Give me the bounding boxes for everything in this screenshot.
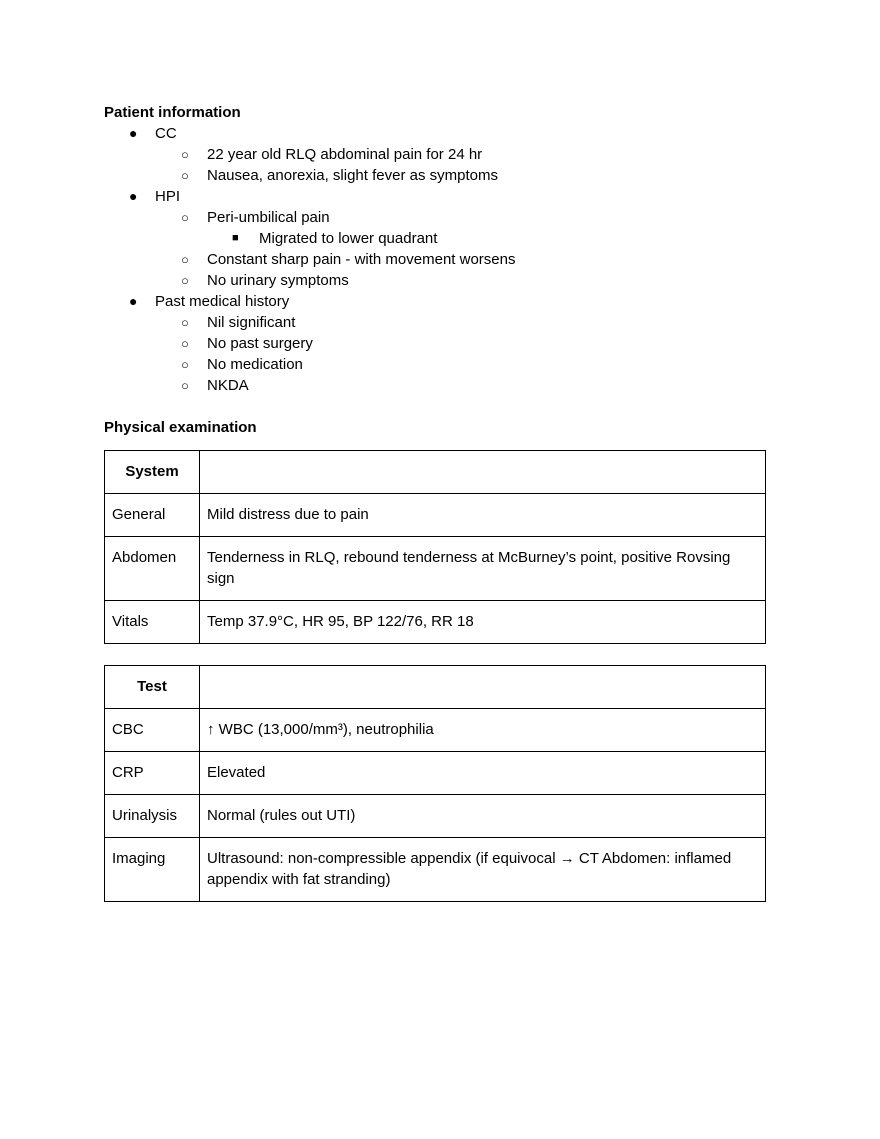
test-name-cell: CRP	[105, 752, 200, 795]
bullet-circle-icon: ○	[181, 315, 189, 330]
list-item	[104, 270, 766, 291]
test-name-cell: CBC	[105, 709, 200, 752]
patient-information-heading: Patient information	[104, 104, 241, 121]
bullet-disc-icon: ●	[129, 188, 138, 204]
list-item	[104, 228, 766, 249]
table-row	[105, 494, 766, 537]
list-item-hpi	[104, 186, 766, 207]
bullet-circle-icon: ○	[181, 357, 189, 372]
list-item-text: Peri-umbilical pain	[207, 209, 330, 226]
bullet-circle-icon: ○	[181, 210, 189, 225]
finding-cell: Temp 37.9°C, HR 95, BP 122/76, RR 18	[200, 601, 766, 644]
bullet-circle-icon: ○	[181, 252, 189, 267]
test-name-cell: Imaging	[105, 838, 200, 902]
table-row	[105, 752, 766, 795]
list-item-text: Migrated to lower quadrant	[259, 230, 438, 247]
column-header-system: System	[105, 451, 200, 494]
system-cell: Abdomen	[105, 537, 200, 601]
list-item-text: 22 year old RLQ abdominal pain for 24 hr	[207, 146, 483, 163]
test-result-cell: Ultrasound: non-compressible appendix (if equivocal → CT Abdomen: inflamed appendix with fat stranding)	[200, 838, 766, 902]
patient-information-list	[104, 123, 766, 396]
document-page	[104, 102, 766, 902]
table-row	[105, 709, 766, 752]
bullet-disc-icon: ●	[129, 293, 138, 309]
test-result-cell: Normal (rules out UTI)	[200, 795, 766, 838]
list-item-past-medical-history	[104, 291, 766, 312]
list-item	[104, 249, 766, 270]
list-item-text: NKDA	[207, 377, 249, 394]
list-item	[104, 312, 766, 333]
table-row	[105, 537, 766, 601]
finding-cell: Mild distress due to pain	[200, 494, 766, 537]
column-header-test: Test	[105, 666, 200, 709]
section-label: Past medical history	[155, 293, 290, 310]
list-item	[104, 354, 766, 375]
physical-examination-table	[104, 450, 766, 644]
table-row	[105, 795, 766, 838]
bullet-circle-icon: ○	[181, 273, 189, 288]
bullet-circle-icon: ○	[181, 168, 189, 183]
list-item-cc	[104, 123, 766, 144]
bullet-circle-icon: ○	[181, 147, 189, 162]
section-label: HPI	[155, 188, 181, 205]
list-item	[104, 165, 766, 186]
column-header-result	[200, 666, 766, 709]
list-item	[104, 375, 766, 396]
list-item-text: No past surgery	[207, 335, 313, 352]
table-row	[105, 838, 766, 902]
finding-cell: Tenderness in RLQ, rebound tenderness at McBurney’s point, positive Rovsing sign	[200, 537, 766, 601]
table-row	[105, 601, 766, 644]
list-item-text: Constant sharp pain - with movement worsens	[207, 251, 516, 268]
test-result-cell: Elevated	[200, 752, 766, 795]
list-item-text: Nil significant	[207, 314, 296, 331]
table-header-row	[105, 451, 766, 494]
test-results-table	[104, 665, 766, 902]
column-header-findings	[200, 451, 766, 494]
system-cell: General	[105, 494, 200, 537]
test-result-cell: ↑ WBC (13,000/mm³), neutrophilia	[200, 709, 766, 752]
list-item-text: No urinary symptoms	[207, 272, 349, 289]
bullet-disc-icon: ●	[129, 125, 138, 141]
list-item	[104, 144, 766, 165]
bullet-square-icon: ■	[232, 232, 239, 244]
section-label: CC	[155, 125, 177, 142]
bullet-circle-icon: ○	[181, 378, 189, 393]
physical-examination-heading: Physical examination	[104, 419, 257, 436]
table-header-row	[105, 666, 766, 709]
list-item-text: No medication	[207, 356, 303, 373]
list-item	[104, 333, 766, 354]
list-item-text: Nausea, anorexia, slight fever as symptoms	[207, 167, 498, 184]
list-item	[104, 207, 766, 228]
bullet-circle-icon: ○	[181, 336, 189, 351]
spacer	[104, 396, 766, 417]
test-name-cell: Urinalysis	[105, 795, 200, 838]
system-cell: Vitals	[105, 601, 200, 644]
